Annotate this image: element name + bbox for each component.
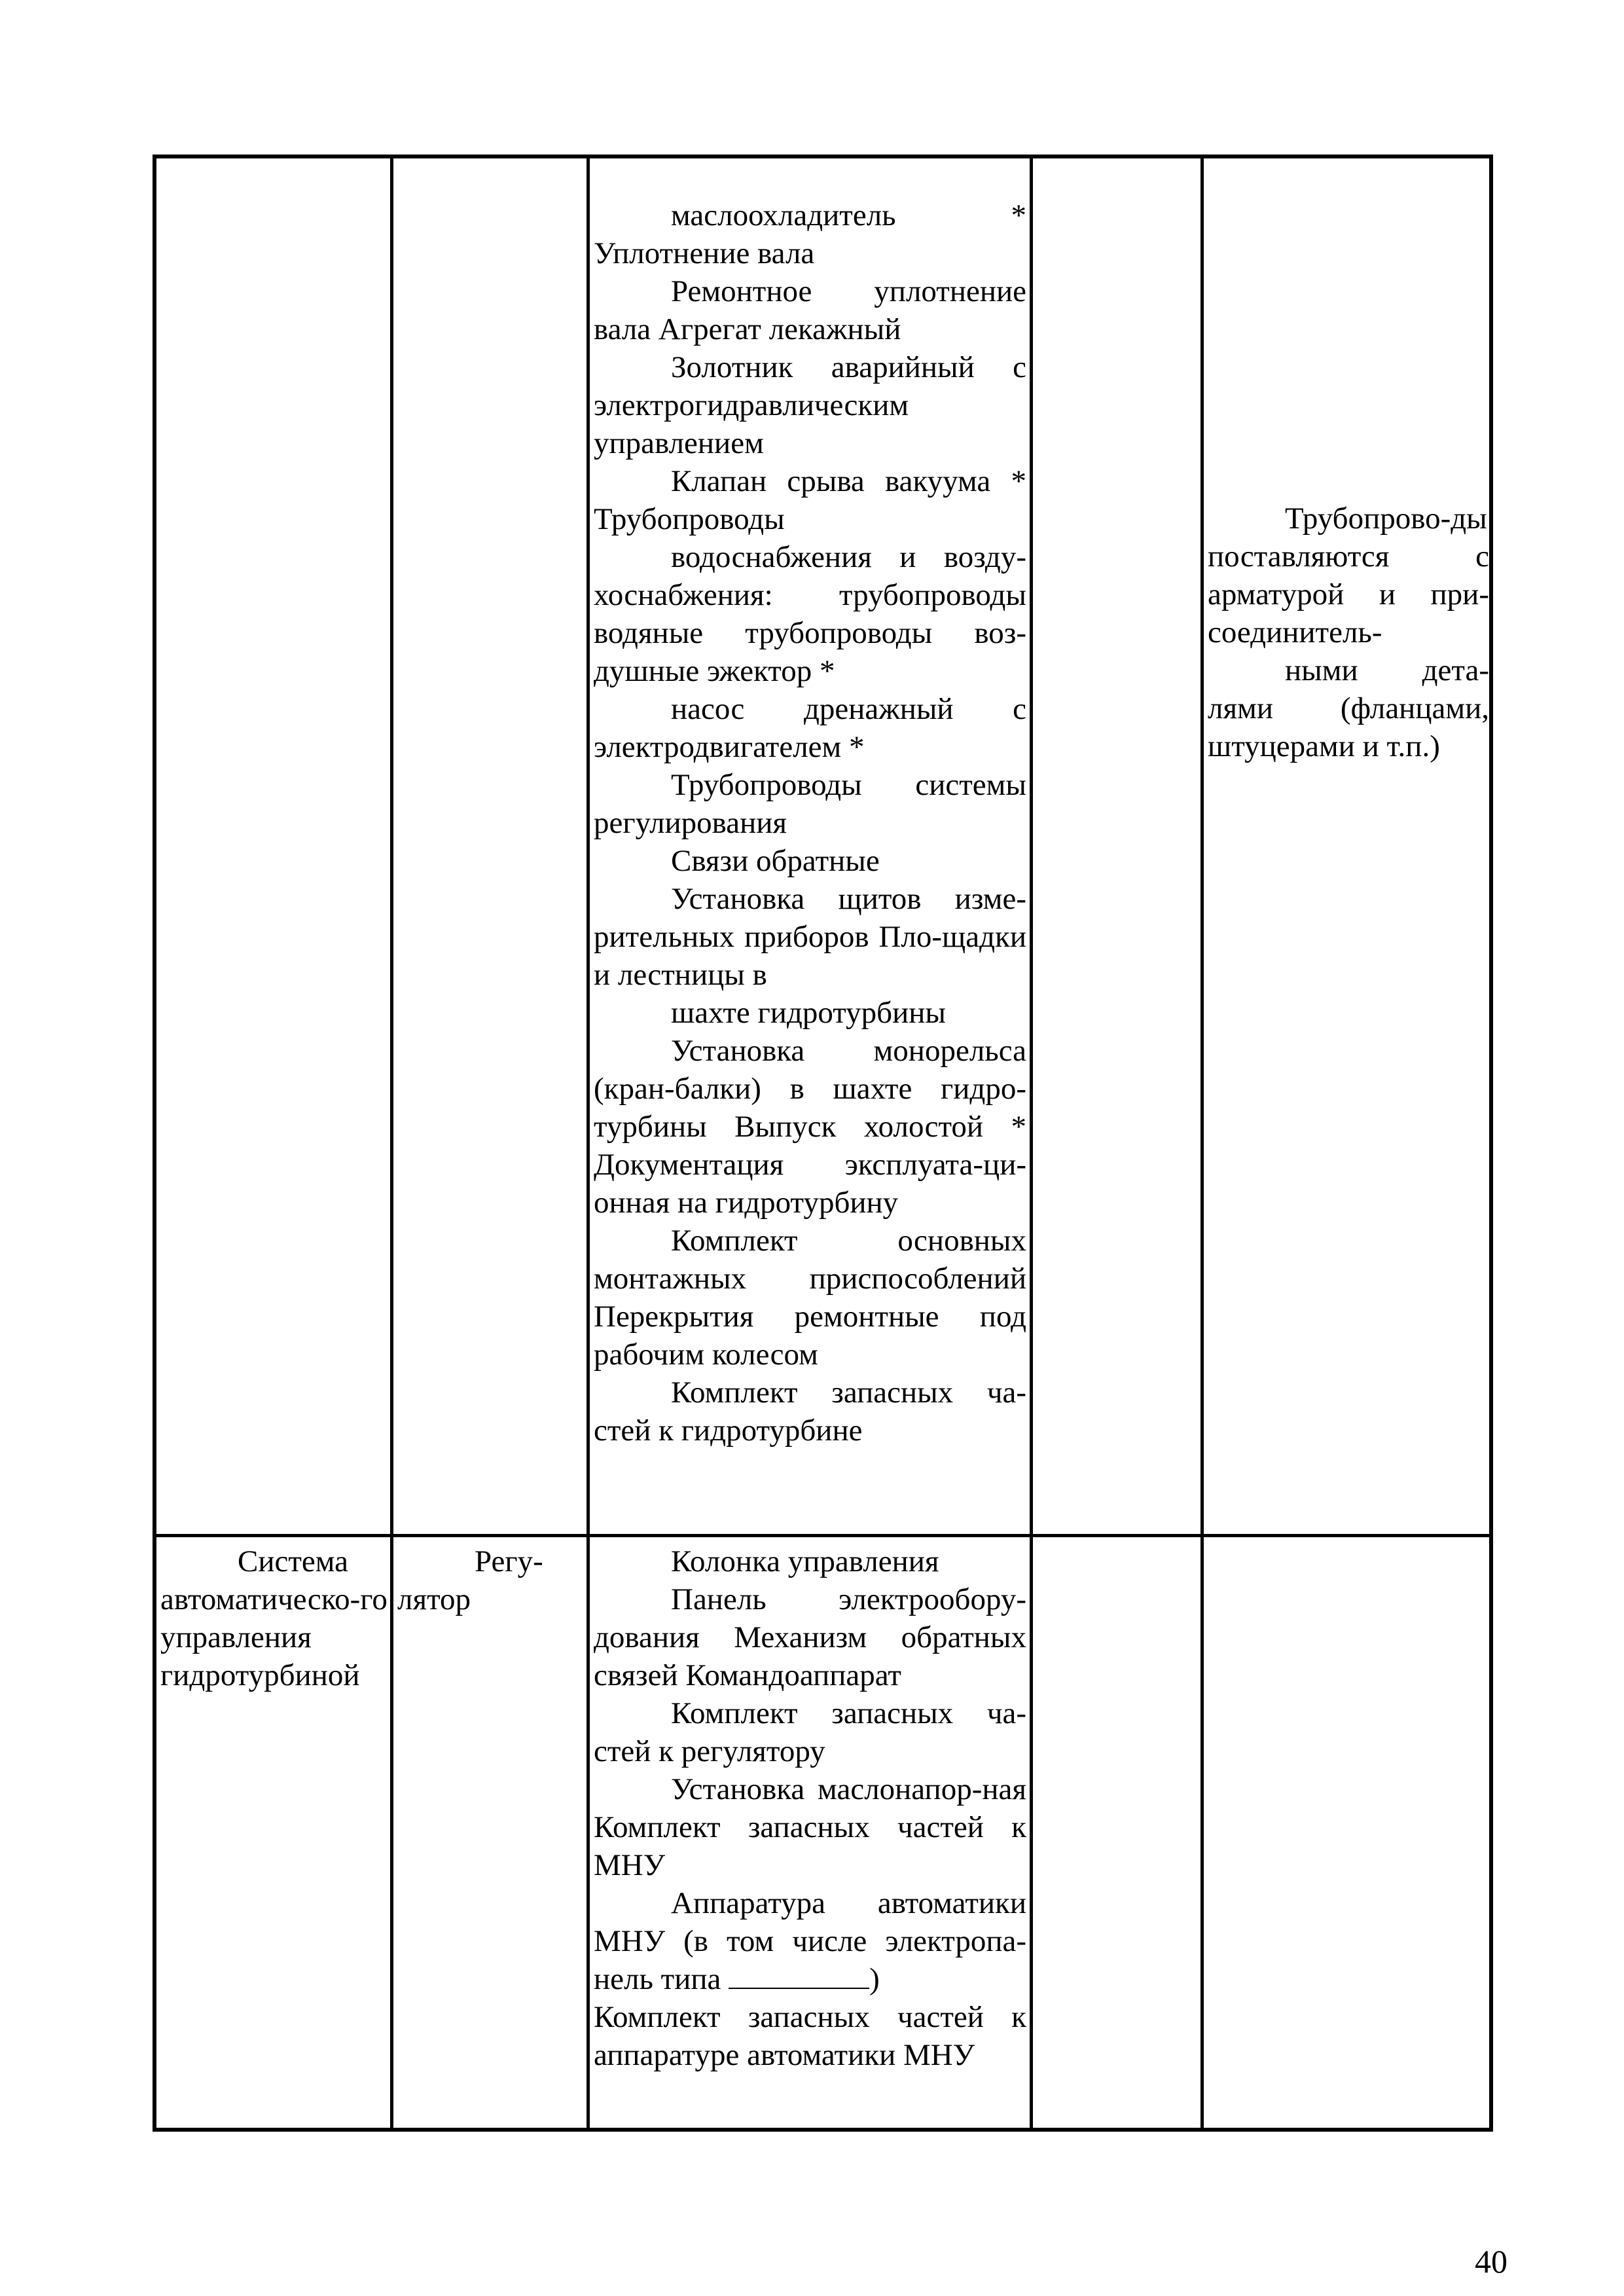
list-item: водоснабжения и возду-хоснабжения: трубопроводы водяные трубопроводы воз-душные эжектор * bbox=[594, 540, 1026, 688]
note-text: Трубопрово-ды поставляются с арматурой и при-соединитель- bbox=[1208, 501, 1489, 649]
unit-name-text: Регу-лятор bbox=[397, 1544, 543, 1616]
list-item: Комплект запасных ча-стей к регулятору bbox=[594, 1696, 1026, 1768]
column-divider bbox=[390, 155, 393, 2132]
list-item: Установка щитов изме-рительных приборов Пло-щадки и лестницы в bbox=[594, 882, 1026, 992]
row2-components-list bbox=[594, 1542, 1026, 2074]
list-item: Комплект запасных ча-стей к гидротурбине bbox=[594, 1376, 1026, 1448]
row2-unit-name bbox=[397, 1542, 547, 1618]
list-item: маслоохладитель * bbox=[671, 198, 1026, 232]
list-item: Уплотнение вала bbox=[594, 236, 815, 270]
system-name-text: Система автоматическо-го управления гидротурбиной bbox=[160, 1544, 388, 1692]
list-item: Золотник аварийный с электрогидравлическим управлением bbox=[594, 350, 1026, 460]
list-item: Трубопроводы системы регулирования bbox=[594, 768, 1026, 840]
list-item: Комплект основных монтажных приспособлений Перекрытия ремонтные под рабочим колесом bbox=[594, 1224, 1026, 1372]
column-divider bbox=[586, 155, 590, 2132]
list-item: Панель электрообору-дования Механизм обратных связей Командоаппарат bbox=[594, 1582, 1026, 1692]
list-item: Связи обратные bbox=[671, 844, 880, 878]
list-item-text: Аппаратура автоматики МНУ (в том числе электропа-нель типа bbox=[594, 1886, 1026, 1996]
list-item: Установка монорельса (кран-балки) в шахте гидро-турбины Выпуск холостой * Документация эксплуата-ци-онная на гидротурбину bbox=[594, 1034, 1026, 1220]
note-text: ными дета-лями (фланцами, штуцерами и т.п.) bbox=[1208, 653, 1489, 763]
list-item: шахте гидротурбины bbox=[671, 996, 946, 1030]
row-divider bbox=[153, 1534, 1493, 1537]
list-item: Установка маслонапор-ная Комплект запасных частей к МНУ bbox=[594, 1772, 1026, 1882]
blank-fill-line bbox=[729, 1961, 869, 1989]
list-item: насос дренажный с электродвигателем * bbox=[594, 692, 1026, 764]
list-item: Клапан срыва вакуума * Трубопроводы bbox=[594, 464, 1026, 536]
column-divider bbox=[1030, 155, 1033, 2132]
page-number: 40 bbox=[1475, 2243, 1507, 2280]
row2-system-name bbox=[160, 1542, 388, 1694]
row1-equipment-list bbox=[594, 196, 1026, 1449]
list-item: Комплект запасных частей к аппаратуре автоматики МНУ bbox=[594, 2000, 1026, 2072]
row1-note bbox=[1208, 500, 1489, 765]
list-item bbox=[594, 1884, 1026, 1998]
column-divider bbox=[1200, 155, 1204, 2132]
list-item: Ремонтное уплотнение вала Агрегат лекажный bbox=[594, 274, 1026, 346]
list-item: Колонка управления bbox=[671, 1544, 939, 1578]
closing-paren: ) bbox=[869, 1962, 880, 1996]
